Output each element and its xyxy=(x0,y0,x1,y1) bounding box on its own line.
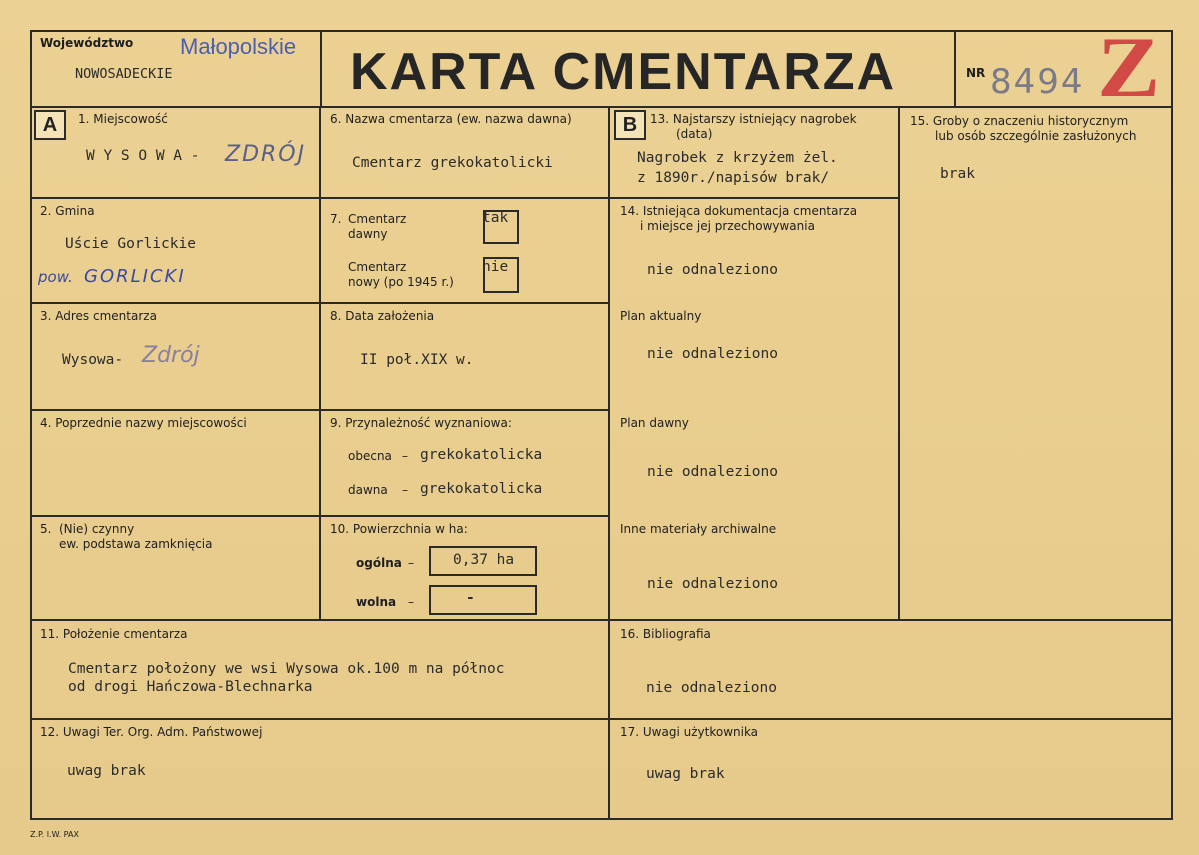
f2-label: 2. Gmina xyxy=(40,204,95,218)
col-divider-1 xyxy=(319,106,321,620)
f12-label: 12. Uwagi Ter. Org. Adm. Państwowej xyxy=(40,725,263,739)
col-divider-2 xyxy=(608,106,610,820)
frame-left xyxy=(30,30,32,820)
f11-line2: od drogi Hańczowa-Blechnarka xyxy=(68,679,313,695)
f14-label-a: 14. Istniejąca dokumentacja cmentarza xyxy=(620,204,858,218)
f7-old-label-b: dawny xyxy=(348,227,388,241)
f7-new-label-b: nowy (po 1945 r.) xyxy=(348,275,454,289)
f13-label-a: 13. Najstarszy istniejący nagrobek xyxy=(650,112,857,126)
section-a-badge: A xyxy=(34,110,66,140)
f5-label-a: (Nie) czynny xyxy=(59,522,135,536)
nr-label: NR xyxy=(966,66,986,80)
f7-label: 7. xyxy=(330,212,342,226)
archives-value: nie odnaleziono xyxy=(647,576,778,592)
plan-current-value: nie odnaleziono xyxy=(647,346,778,362)
f7-new-value: nie xyxy=(482,259,509,275)
row-line xyxy=(609,197,899,199)
row-line xyxy=(320,302,610,304)
voivodeship-value: NOWOSADECKIE xyxy=(75,66,173,82)
f11-line1: Cmentarz położony we wsi Wysowa ok.100 m na północ xyxy=(68,661,505,677)
section-b-badge: B xyxy=(614,110,646,140)
plan-current-label: Plan aktualny xyxy=(620,309,702,323)
frame-bottom xyxy=(30,818,1173,820)
f14-label-b: i miejsce jej przechowywania xyxy=(640,219,815,233)
f7-old-label-a: Cmentarz xyxy=(348,212,407,226)
red-mark: Z xyxy=(1097,19,1161,115)
f9-current-value: grekokatolicka xyxy=(420,447,543,463)
f10-free-box xyxy=(429,585,537,615)
header-divider-right xyxy=(954,30,956,108)
f10-free-label: wolna xyxy=(356,595,397,609)
plan-former-value: nie odnaleziono xyxy=(647,464,778,480)
header-divider-left xyxy=(320,30,322,108)
row-line xyxy=(30,197,320,199)
f2-hand: GORLICKI xyxy=(84,266,186,287)
f12-value: uwag brak xyxy=(67,763,146,779)
voivodeship-label: Województwo xyxy=(40,36,134,50)
f7-old-value: tak xyxy=(482,210,509,226)
f10-total-value: 0,37 ha xyxy=(453,552,515,568)
f13-line1: Nagrobek z krzyżem żel. xyxy=(637,150,838,166)
f1-label: 1. Miejscowość xyxy=(78,112,168,126)
f15-value: brak xyxy=(940,166,975,182)
row-line xyxy=(320,197,610,199)
row-line xyxy=(320,515,610,517)
nr-value: 8494 xyxy=(990,62,1085,102)
f17-label: 17. Uwagi użytkownika xyxy=(620,725,759,739)
f5-num: 5. xyxy=(40,522,52,536)
f8-label: 8. Data założenia xyxy=(330,309,435,323)
f3-hand: Zdrój xyxy=(142,343,200,368)
f2-typed: Uście Gorlickie xyxy=(65,236,196,252)
f8-value: II poł.XIX w. xyxy=(360,352,474,368)
f15-label-b: lub osób szczególnie zasłużonych xyxy=(935,129,1137,143)
f15-label-a: 15. Groby o znaczeniu historycznym xyxy=(910,114,1129,128)
f1-hand: ZDRÓJ xyxy=(225,142,307,167)
row-line xyxy=(30,515,320,517)
archives-label: Inne materiały archiwalne xyxy=(620,522,777,536)
f5-label-b: ew. podstawa zamknięcia xyxy=(59,537,213,551)
f10-total-label: ogólna xyxy=(356,556,402,570)
f11-label: 11. Położenie cmentarza xyxy=(40,627,188,641)
f1-typed: W Y S O W A - xyxy=(86,148,200,164)
f6-value: Cmentarz grekokatolicki xyxy=(352,155,553,171)
f17-value: uwag brak xyxy=(646,766,725,782)
f10-free-dash: – xyxy=(408,595,414,609)
f9-current-label: obecna xyxy=(348,449,392,463)
header-divider xyxy=(30,106,1173,108)
f4-label: 4. Poprzednie nazwy miejscowości xyxy=(40,416,247,430)
row-line xyxy=(30,619,1173,621)
f7-new-label-a: Cmentarz xyxy=(348,260,407,274)
f9-label: 9. Przynależność wyznaniowa: xyxy=(330,416,512,430)
page-title: KARTA CMENTARZA xyxy=(350,43,897,101)
f13-label-b: (data) xyxy=(676,127,713,141)
row-line xyxy=(30,302,320,304)
f9-former-dash: – xyxy=(402,483,408,497)
f16-value: nie odnaleziono xyxy=(646,680,777,696)
f3-label: 3. Adres cmentarza xyxy=(40,309,157,323)
plan-former-label: Plan dawny xyxy=(620,416,689,430)
voivodeship-stamp: Małopolskie xyxy=(180,34,297,59)
f3-typed: Wysowa- xyxy=(62,352,124,368)
f6-label: 6. Nazwa cmentarza (ew. nazwa dawna) xyxy=(330,112,572,126)
f10-total-dash: – xyxy=(408,556,414,570)
printer-mark: Z.P. I.W. PAX xyxy=(30,830,79,839)
f14-value: nie odnaleziono xyxy=(647,262,778,278)
row-line xyxy=(320,409,610,411)
f2-hand-prefix: pow. xyxy=(38,268,73,286)
row-line xyxy=(30,718,1173,720)
row-line xyxy=(30,409,320,411)
frame-right xyxy=(1171,30,1173,820)
f13-line2: z 1890r./napisów brak/ xyxy=(637,170,830,186)
f10-free-value: - xyxy=(466,590,475,606)
f10-label: 10. Powierzchnia w ha: xyxy=(330,522,468,536)
f9-current-dash: – xyxy=(402,449,408,463)
col-divider-3 xyxy=(898,106,900,620)
f9-former-value: grekokatolicka xyxy=(420,481,543,497)
f16-label: 16. Bibliografia xyxy=(620,627,711,641)
frame-top xyxy=(30,30,1173,32)
f9-former-label: dawna xyxy=(348,483,388,497)
